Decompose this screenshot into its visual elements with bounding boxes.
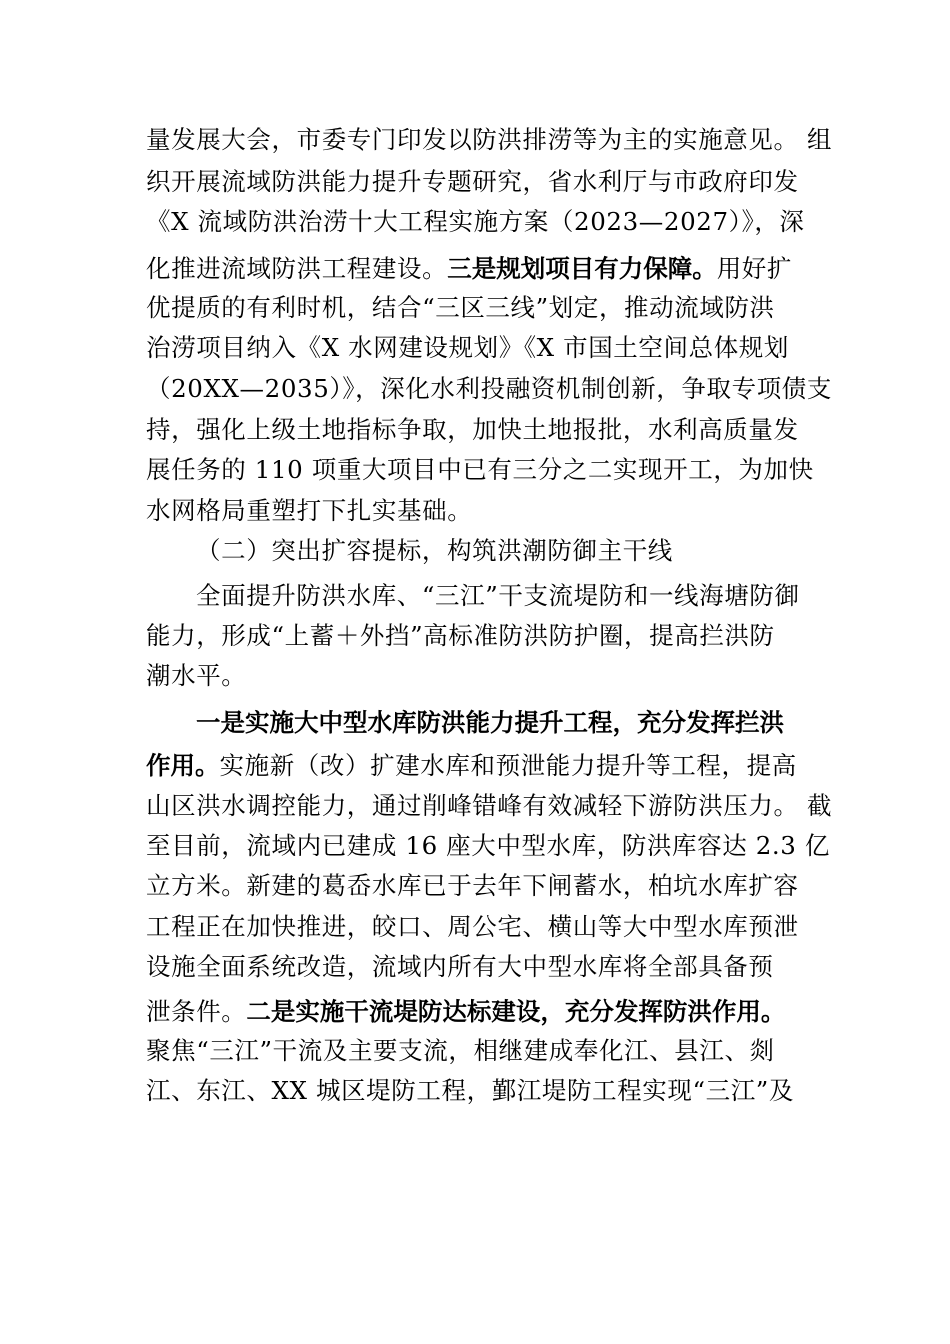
text-line (146, 830, 830, 862)
text-run: （20XX—2035）》，深化水利投融资机制创新，争取专项债支 (146, 374, 833, 403)
text-run: 至目前，流域内已建成 16 座大中型水库，防洪库容达 2.3 亿 (146, 831, 830, 860)
text-run: 优提质的有利时机，结合“三区三线”划定，推动流域防洪 (146, 293, 775, 322)
text-run: 量发展大会，市委专门印发以防洪排涝等为主的实施意见。 组 (146, 125, 833, 154)
text-run: 治涝项目纳入《X 水网建设规划》《X 市国土空间总体规划 (146, 333, 790, 362)
text-run: 用好扩 (716, 254, 793, 283)
text-line (146, 292, 826, 324)
text-line (146, 660, 826, 692)
bold-heading-run: 一是实施大中型水库防洪能力提升工程，充分发挥拦洪 (196, 708, 784, 737)
text-run: 能力，形成“上蓄＋外挡”高标准防洪防护圈，提高拦洪防 (146, 621, 775, 650)
text-line (146, 750, 826, 782)
text-line (146, 951, 826, 983)
text-line (146, 166, 826, 198)
text-run: 全面提升防洪水库、“三江”干支流堤防和一线海塘防御 (196, 581, 800, 610)
text-run: 江、东江、XX 城区堤防工程，鄞江堤防工程实现“三江”及 (146, 1076, 795, 1105)
text-line (146, 124, 833, 156)
text-run: 山区洪水调控能力，通过削峰错峰有效减轻下游防洪压力。 截 (146, 791, 833, 820)
text-line (146, 1035, 826, 1067)
text-line (146, 206, 826, 238)
bold-heading-run: 作用。 (146, 751, 220, 780)
text-run: 工程正在加快推进，皎口、周公宅、横山等大中型水库预泄 (146, 912, 799, 941)
text-line (196, 580, 876, 612)
text-run: 织开展流域防洪能力提升专题研究，省水利厅与市政府印发 (146, 167, 799, 196)
text-run: 泄条件。 (146, 997, 247, 1026)
bold-heading-run: 二是实施干流堤防达标建设，充分发挥防洪作用。 (246, 997, 786, 1026)
text-line (146, 253, 826, 285)
text-line (146, 620, 826, 652)
text-run: 立方米。新建的葛岙水库已于去年下闸蓄水，柏坑水库扩容 (146, 871, 799, 900)
text-line (196, 707, 876, 739)
text-run: 设施全面系统改造，流域内所有大中型水库将全部具备预 (146, 952, 774, 981)
section-heading-text: （二）突出扩容提标，构筑洪潮防御主干线 (196, 536, 673, 565)
text-run: 聚焦“三江”干流及主要支流，相继建成奉化江、县江、剡 (146, 1036, 775, 1065)
text-line (146, 870, 826, 902)
text-line (146, 332, 826, 364)
text-run: 水网格局重塑打下扎实基础。 (146, 496, 473, 525)
section-heading (196, 535, 876, 567)
text-run: 《X 流域防洪治涝十大工程实施方案（2023—2027）》，深 (146, 207, 805, 236)
text-run: 潮水平。 (146, 661, 247, 690)
text-run: 化推进流域防洪工程建设。 (146, 254, 448, 283)
text-line (146, 996, 826, 1028)
bold-heading-run: 三是规划项目有力保障。 (447, 254, 717, 283)
text-line (146, 495, 826, 527)
text-run: 持，强化上级土地指标争取，加快土地报批，水利高质量发 (146, 415, 799, 444)
text-line (146, 790, 833, 822)
text-run: 展任务的 110 项重大项目中已有三分之二实现开工，为加快 (146, 455, 814, 484)
text-line (146, 454, 826, 486)
text-run: 实施新（改）扩建水库和预泄能力提升等工程，提高 (219, 751, 797, 780)
text-line (146, 373, 833, 405)
text-line (146, 414, 826, 446)
text-line (146, 911, 826, 943)
text-line (146, 1075, 826, 1107)
